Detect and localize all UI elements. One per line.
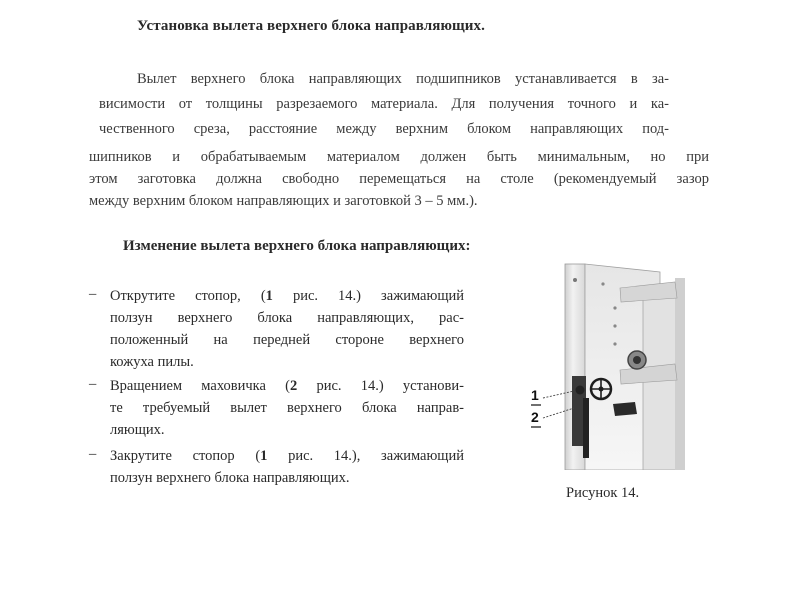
- callout-2-label: 2: [531, 409, 539, 425]
- step-1-line-2: ползун верхнего блока направляющих, рас-: [110, 310, 464, 326]
- bullet-marker: –: [89, 446, 97, 462]
- step-1-line-3: положенный на передней стороне верхнего: [110, 332, 464, 348]
- paragraph-line-4: шипников и обрабатываемым материалом должен быть минимальным, но при: [89, 149, 709, 165]
- callout-ref-1: 1: [260, 448, 268, 464]
- callout-ref-1: 1: [265, 288, 273, 304]
- callout-1-label: 1: [531, 387, 539, 403]
- bandsaw-guide-photo: [525, 258, 690, 470]
- step-2-line-1: Вращением маховичка (2 рис. 14.) установи-: [110, 378, 464, 394]
- step-3-line-1: Закрутите стопор (1 рис. 14.), зажимающий: [110, 448, 464, 464]
- step-2-line-3: ляющих.: [110, 422, 165, 438]
- step-1-line-4: кожуха пилы.: [110, 354, 194, 370]
- step-3-line-2: ползун верхнего блока направляющих.: [110, 470, 350, 486]
- paragraph-line-6: между верхним блоком направляющих и заготовкой 3 – 5 мм.).: [89, 193, 478, 209]
- step-1-line-1: Открутите стопор, (1 рис. 14.) зажимающий: [110, 288, 465, 304]
- callout-ref-2: 2: [289, 378, 298, 394]
- paragraph-line-5: этом заготовка должна свободно перемещаться на столе (рекомендуемый зазор: [89, 171, 709, 187]
- bullet-marker: –: [89, 286, 97, 302]
- section-title: Установка вылета верхнего блока направляющих.: [137, 18, 485, 34]
- figure-caption: Рисунок 14.: [566, 485, 640, 501]
- subsection-title: Изменение вылета верхнего блока направляющих:: [123, 238, 471, 254]
- paragraph-line-2: висимости от толщины разрезаемого материала. Для получения точного и ка-: [99, 96, 669, 112]
- step-2-line-2: те требуемый вылет верхнего блока направ-: [110, 400, 464, 416]
- paragraph-line-3: чественного среза, расстояние между верхним блоком направляющих под-: [99, 121, 669, 137]
- paragraph-line-1: Вылет верхнего блока направляющих подшипников устанавливается в за-: [137, 71, 669, 87]
- bullet-marker: –: [89, 376, 97, 392]
